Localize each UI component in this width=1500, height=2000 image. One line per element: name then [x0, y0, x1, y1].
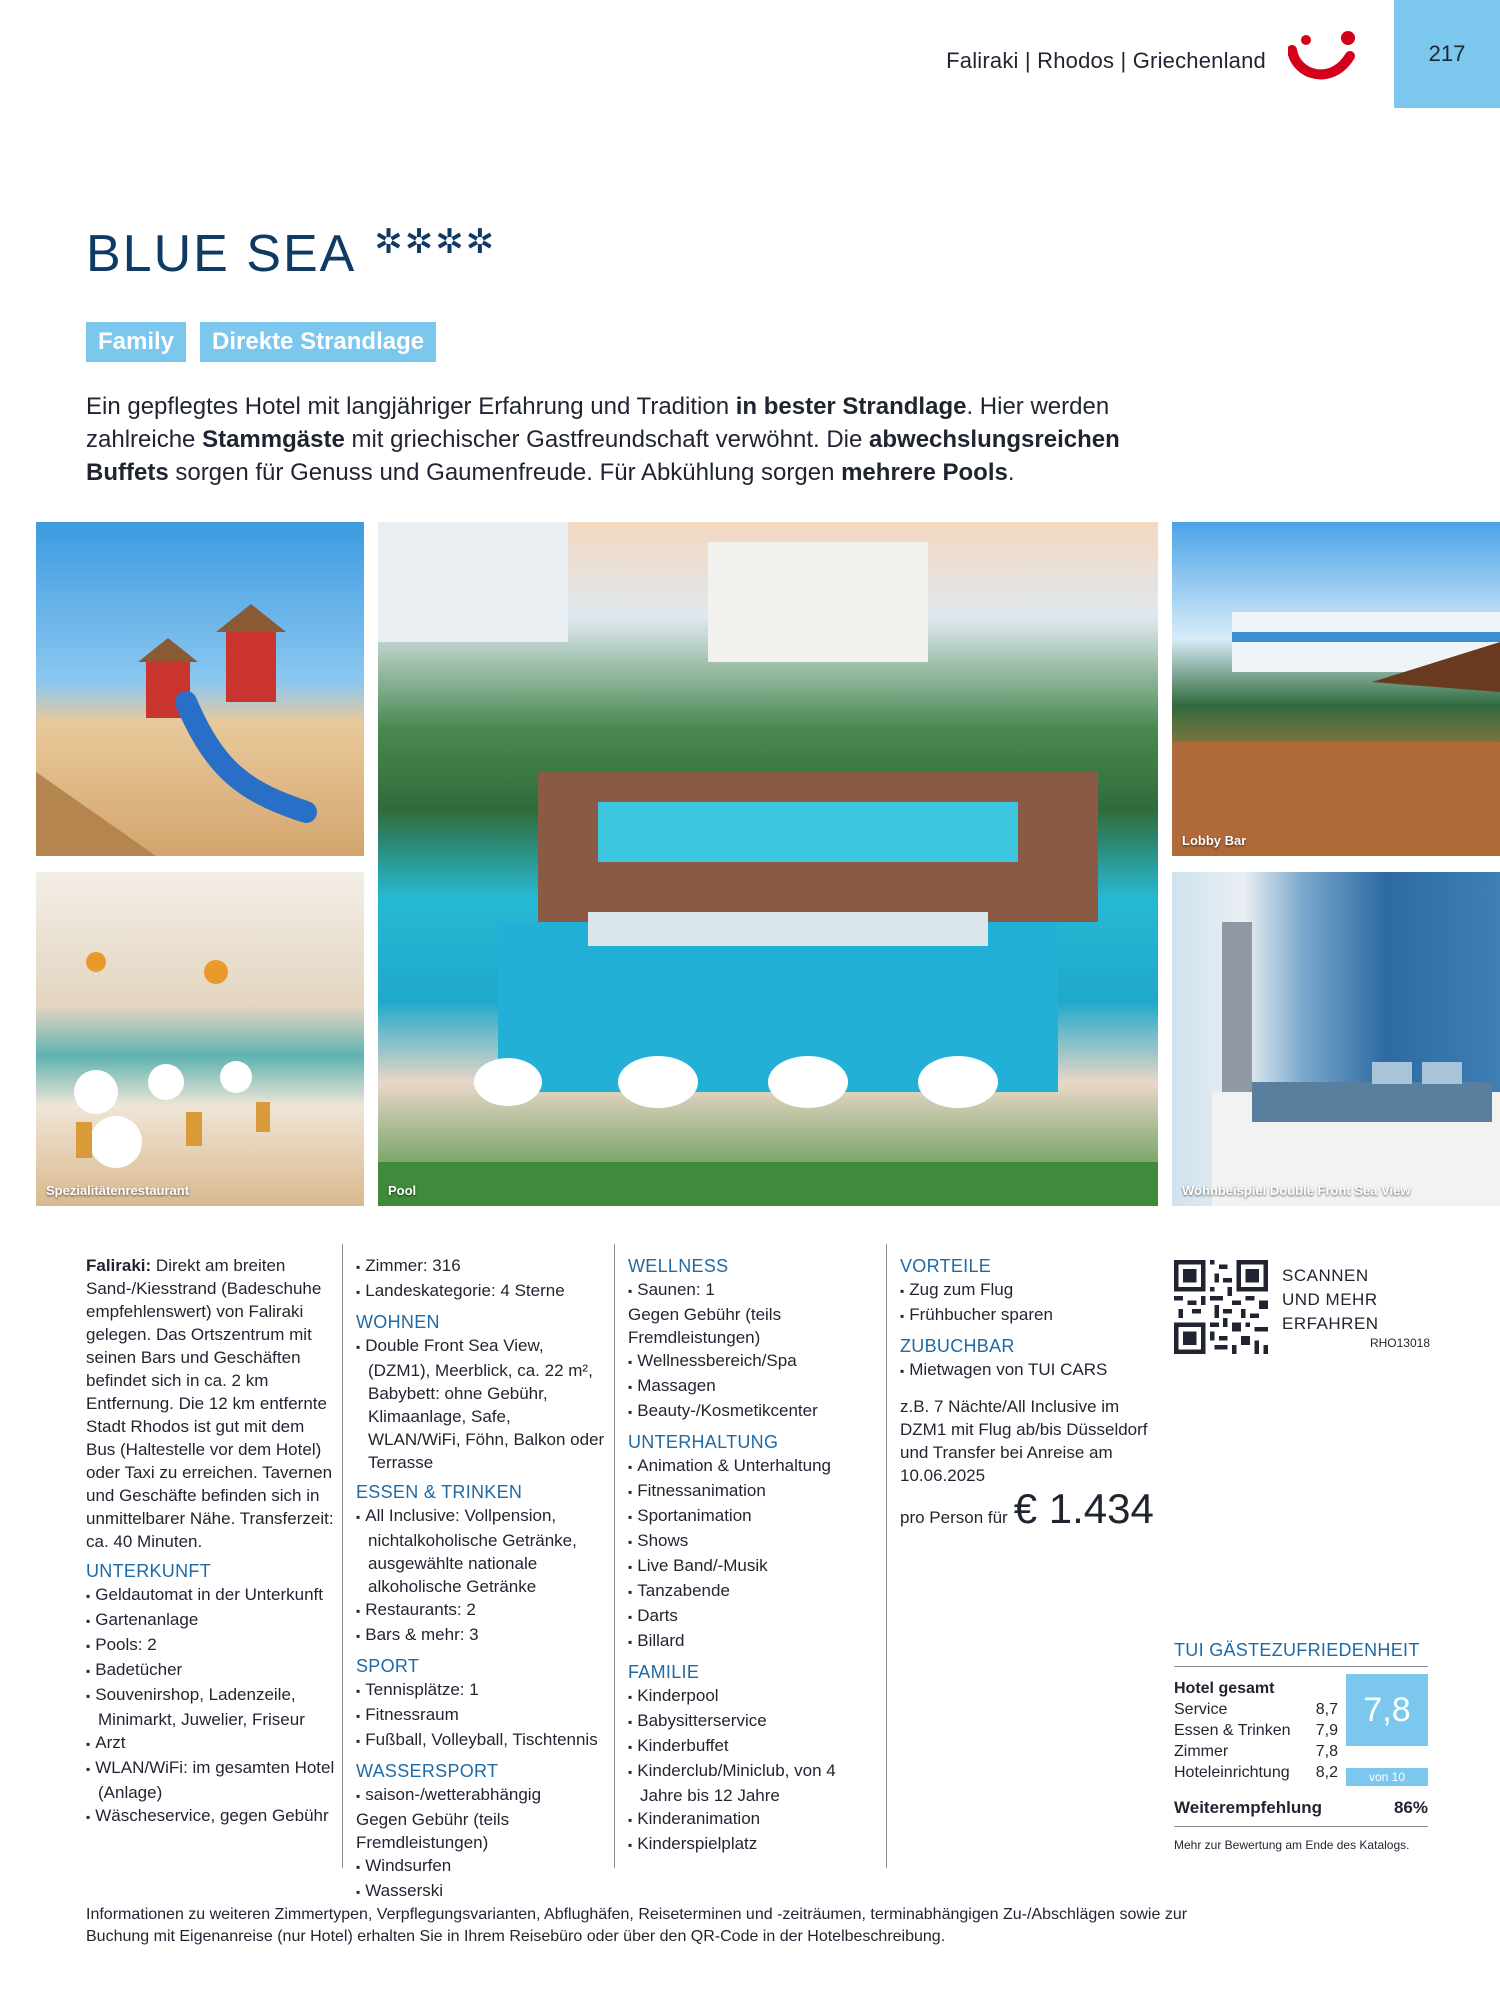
caption-pool: Pool: [388, 1183, 417, 1198]
recommendation: Weiterempfehlung 86%: [1174, 1798, 1428, 1817]
list-item: ▪ Bars & mehr: 3: [356, 1623, 606, 1648]
list-item: ▪ Kinderclub/Miniclub, von 4 Jahre bis 12 Jahre: [628, 1759, 878, 1807]
price: [900, 1485, 1160, 1532]
list-item: ▪ Tennisplätze: 1: [356, 1678, 606, 1703]
list-item: ▪ Windsurfen: [356, 1854, 606, 1879]
qr-code-icon[interactable]: [1174, 1260, 1268, 1354]
caption-room: Wohnbeispiel Double Front Sea View: [1182, 1183, 1411, 1198]
heading-unterhaltung: UNTERHALTUNG: [628, 1432, 779, 1452]
column-room-food-sport: [356, 1254, 606, 1904]
list-item: ▪ Live Band/-Musik: [628, 1554, 878, 1579]
list-item: ▪ Double Front Sea View, (DZM1), Meerblick, ca. 22 m², Babybett: ohne Gebühr, Klimaanlage, Safe, WLAN/WiFi, Föhn, Balkon oder Terrasse: [356, 1334, 606, 1474]
list-item: ▪ All Inclusive: Vollpension, nichtalkoholische Getränke, ausgewählte nationale alkoholische Getränke: [356, 1504, 606, 1598]
list-item: ▪ Geldautomat in der Unterkunft: [86, 1583, 336, 1608]
list-item: ▪ Kinderspielplatz: [628, 1832, 878, 1857]
price-label: pro Person für: [900, 1508, 1008, 1527]
list-item: ▪ Wäscheservice, gegen Gebühr: [86, 1804, 336, 1829]
list-item: ▪ Fußball, Volleyball, Tischtennis: [356, 1728, 606, 1753]
list-item: ▪ Saunen: 1: [628, 1278, 878, 1303]
photo-pool: [378, 522, 1158, 1206]
caption-lobby: Lobby Bar: [1182, 833, 1247, 848]
overall-score: 7,8: [1346, 1674, 1428, 1746]
footer-note: Informationen zu weiteren Zimmertypen, Verpflegungsvarianten, Abflughäfen, Reiseterminen und -zeiträumen, terminabhängigen Zu-/Abschlägen sowie zur Buchung mit Eigenanreise (nur Hotel) erhalten Sie in Ihrem Reisebüro oder über den QR-Code in der Hotelbeschreibung.: [86, 1906, 1188, 1945]
location-text: Faliraki: Direkt am breiten Sand-/Kiesstrand (Badeschuhe empfehlenswert) von Faliraki gelegen. Das Ortszentrum mit seinen Bars und Geschäften befindet sich in ca. 2 km Entfernung. Die 12 km entfernte Stadt Rhodos ist gut mit dem Bus (Haltestelle vor dem Hotel) oder Taxi zu erreichen. Tavernen und Geschäfte befinden sich in unmittelbarer Nähe. Transferzeit: ca. 40 Minuten.: [86, 1256, 334, 1551]
list-item: ▪ Shows: [628, 1529, 878, 1554]
column-divider: [342, 1244, 343, 1868]
divider: [1174, 1826, 1428, 1827]
list-item: ▪ Animation & Unterhaltung: [628, 1454, 878, 1479]
list-item: ▪ Landeskategorie: 4 Sterne: [356, 1279, 606, 1304]
rating-row: Service 8,7: [1174, 1701, 1338, 1718]
price-value: € 1.434: [1013, 1485, 1154, 1532]
list-item: ▪ Frühbucher sparen: [900, 1303, 1160, 1328]
fee-note: Gegen Gebühr (teils Fremdleistungen): [628, 1305, 782, 1347]
list-item: ▪ Massagen: [628, 1374, 878, 1399]
list-item: ▪ Fitnessanimation: [628, 1479, 878, 1504]
column-divider: [614, 1244, 615, 1868]
photo-playground: [36, 522, 364, 856]
intro-text: Ein gepflegtes Hotel mit langjähriger Erfahrung und Tradition in bester Strandlage. Hier werden zahlreiche Stammgäste mit griechischer Gastfreundschaft verwöhnt. Die abwechslungsreichen Buffets sorgen für Genuss und Gaumenfreude. Für Abkühlung sorgen mehrere Pools.: [86, 393, 1120, 486]
list-item: ▪ Kinderanimation: [628, 1807, 878, 1832]
heading-wellness: WELLNESS: [628, 1256, 729, 1276]
rating-row: Hoteleinrichtung 8,2: [1174, 1764, 1338, 1781]
list-item: ▪ Souvenirshop, Ladenzeile, Minimarkt, Juwelier, Friseur: [86, 1683, 336, 1731]
heading-vorteile: VORTEILE: [900, 1256, 992, 1276]
column-wellness-entertainment: [628, 1254, 878, 1857]
star-rating: ✲✲✲✲: [374, 223, 497, 261]
caption-restaurant: Spezialitätenrestaurant: [46, 1183, 190, 1198]
list-item: ▪ Restaurants: 2: [356, 1598, 606, 1623]
heading-unterkunft: UNTERKUNFT: [86, 1561, 211, 1581]
tui-logo-icon: [1288, 26, 1362, 88]
page-number: 217: [1394, 0, 1500, 108]
list-item: ▪ Sportanimation: [628, 1504, 878, 1529]
tag-family: Family: [86, 322, 186, 362]
fee-note: Gegen Gebühr (teils Fremdleistungen): [356, 1810, 510, 1852]
list-item: ▪ Billard: [628, 1629, 878, 1654]
list-item: ▪ Gartenanlage: [86, 1608, 336, 1633]
rating-title: TUI GÄSTEZUFRIEDENHEIT: [1174, 1640, 1420, 1660]
rating-row: Zimmer 7,8: [1174, 1743, 1338, 1760]
photo-room: [1172, 872, 1500, 1206]
list-item: ▪ Wasserski: [356, 1879, 606, 1904]
heading-wohnen: WOHNEN: [356, 1312, 440, 1332]
offer-text: z.B. 7 Nächte/All Inclusive im DZM1 mit Flug ab/bis Düsseldorf und Transfer bei Anreise am 10.06.2025: [900, 1397, 1148, 1485]
list-item: ▪ Kinderbuffet: [628, 1734, 878, 1759]
photo-lobby-bar: [1172, 522, 1500, 856]
photo-restaurant: [36, 872, 364, 1206]
heading-sport: SPORT: [356, 1656, 420, 1676]
rating-note: Mehr zur Bewertung am Ende des Katalogs.: [1174, 1838, 1410, 1852]
list-item: ▪ Mietwagen von TUI CARS: [900, 1358, 1160, 1383]
breadcrumb: Faliraki | Rhodos | Griechenland: [946, 48, 1266, 73]
list-item: ▪ Fitnessraum: [356, 1703, 606, 1728]
qr-text: SCANNEN UND MEHR ERFAHREN: [1282, 1266, 1379, 1333]
column-offer: [900, 1254, 1160, 1532]
heading-familie: FAMILIE: [628, 1662, 700, 1682]
heading-essen: ESSEN & TRINKEN: [356, 1482, 523, 1502]
divider: [1174, 1666, 1428, 1667]
list-item: ▪ Zug zum Flug: [900, 1278, 1160, 1303]
hotel-name: BLUE SEA: [86, 225, 357, 283]
column-location: [86, 1254, 336, 1829]
list-item: ▪ Zimmer: 316: [356, 1254, 606, 1279]
list-item: ▪ WLAN/WiFi: im gesamten Hotel (Anlage): [86, 1756, 336, 1804]
list-item: ▪ Beauty-/Kosmetikcenter: [628, 1399, 878, 1424]
column-divider: [886, 1244, 887, 1868]
rating-table: [1174, 1678, 1338, 1783]
qr-code-id: RHO13018: [1369, 1336, 1430, 1350]
list-item: ▪ Tanzabende: [628, 1579, 878, 1604]
rating-row: Essen & Trinken 7,9: [1174, 1722, 1338, 1739]
tag-direct-beach: Direkte Strandlage: [200, 322, 436, 362]
list-item: ▪ Badetücher: [86, 1658, 336, 1683]
list-item: ▪ saison-/wetterabhängig: [356, 1783, 606, 1808]
hotel-title: [86, 224, 496, 284]
list-item: ▪ Babysitterservice: [628, 1709, 878, 1734]
list-item: ▪ Pools: 2: [86, 1633, 336, 1658]
list-item: ▪ Wellnessbereich/Spa: [628, 1349, 878, 1374]
list-item: ▪ Kinderpool: [628, 1684, 878, 1709]
heading-wassersport: WASSERSPORT: [356, 1761, 499, 1781]
list-item: ▪ Darts: [628, 1604, 878, 1629]
score-scale: von 10: [1346, 1768, 1428, 1786]
tag-list: [86, 322, 436, 362]
rating-head: Hotel gesamt: [1174, 1680, 1275, 1697]
list-item: ▪ Arzt: [86, 1731, 336, 1756]
heading-zubuchbar: ZUBUCHBAR: [900, 1336, 1015, 1356]
